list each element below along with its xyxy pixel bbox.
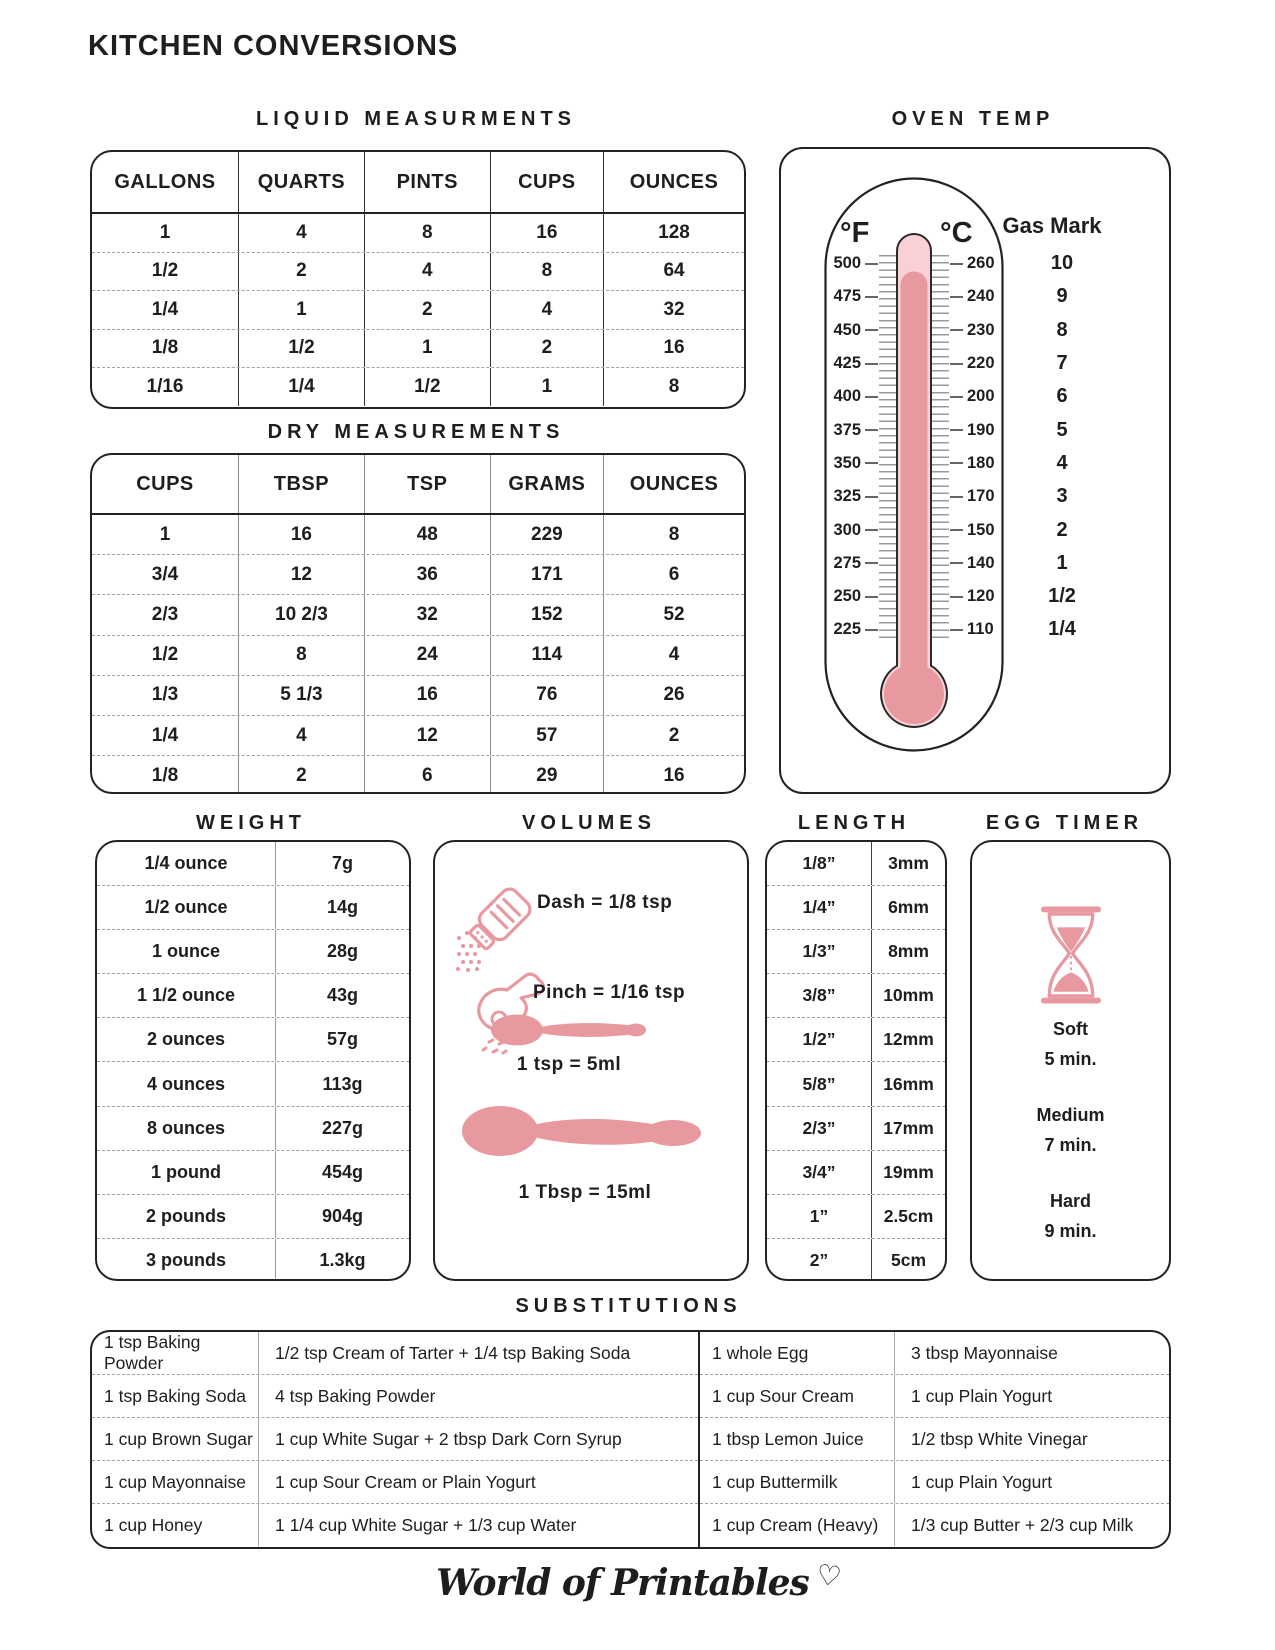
list-item: 10 [1050, 252, 1074, 275]
table-row [767, 1106, 945, 1150]
table-row [92, 594, 744, 634]
table-cell: 1 [238, 291, 364, 329]
list-item: 220 [950, 347, 1008, 380]
list-item: 3 [1056, 485, 1068, 508]
list-item: 5 [1056, 418, 1068, 441]
table-cell: 229 [490, 515, 603, 554]
table-cell: 1 [490, 368, 603, 406]
table-cell: 1/2 [238, 330, 364, 368]
length-heading: LENGTH [797, 812, 911, 834]
table-cell: 6mm [871, 886, 945, 929]
table-cell: 24 [364, 636, 490, 675]
table-cell: 1/3 cup Butter + 2/3 cup Milk [894, 1504, 1169, 1546]
list-item: 350 [824, 447, 878, 480]
egg-soft-entry [972, 1014, 1169, 1074]
table-row [92, 554, 744, 594]
list-item: 6 [1056, 385, 1068, 408]
table-cell: 8 [238, 636, 364, 675]
table-cell: 16 [603, 756, 744, 794]
table-cell: 16 [603, 330, 744, 368]
table-cell: 1/4 [238, 368, 364, 406]
table-cell: 6 [603, 555, 744, 594]
list-item: 1 [1056, 551, 1068, 574]
table-cell: 8 [490, 253, 603, 291]
table-cell: 1 cup Sour Cream or Plain Yogurt [258, 1461, 698, 1503]
table-cell: 48 [364, 515, 490, 554]
list-item: QUARTS [238, 152, 364, 212]
table-cell: 1/2 [151, 644, 179, 666]
length-body [767, 842, 945, 1281]
table-cell: 1/8 [151, 337, 179, 359]
table-cell: 128 [603, 214, 744, 252]
page-title: KITCHEN CONVERSIONS [88, 30, 459, 62]
list-item: 170 [950, 480, 1008, 513]
table-cell: 7g [275, 842, 409, 885]
table-row [767, 885, 945, 929]
egg-hard-entry [972, 1186, 1169, 1246]
table-cell: 1/16 [146, 375, 184, 397]
fahrenheit-scale [824, 247, 878, 647]
list-item: 475 [824, 280, 878, 313]
table-row [700, 1417, 1169, 1460]
teaspoon-icon [490, 1010, 648, 1055]
table-cell: 3 tbsp Mayonnaise [894, 1332, 1169, 1374]
table-cell: 4 [603, 636, 744, 675]
table-cell: 2” [809, 1249, 829, 1270]
egg-timer-heading: EGG TIMER [985, 812, 1144, 834]
table-cell: 57g [275, 1018, 409, 1061]
list-item: 180 [950, 447, 1008, 480]
table-cell: 1 [159, 221, 171, 243]
table-cell: 19mm [871, 1151, 945, 1194]
table-row [767, 1238, 945, 1281]
tablespoon-label: 1 Tbsp = 15ml [518, 1182, 652, 1203]
table-cell: 1 tsp Baking Powder [104, 1332, 201, 1373]
dry-heading: DRY MEASUREMENTS [267, 421, 565, 443]
table-row [700, 1503, 1169, 1546]
table-cell: 28g [275, 930, 409, 973]
table-cell: 43g [275, 974, 409, 1017]
table-row [97, 1061, 409, 1105]
table-cell: 1/3 [151, 684, 179, 706]
list-item: OUNCES [603, 152, 744, 212]
dry-table [90, 453, 746, 794]
table-cell: 16 [490, 214, 603, 252]
list-item: 120 [950, 580, 1008, 613]
table-cell: 12mm [871, 1018, 945, 1061]
table-row [92, 329, 744, 368]
table-cell: 16mm [871, 1062, 945, 1105]
table-row [97, 973, 409, 1017]
table-cell: 1/8” [802, 853, 836, 874]
table-cell: 1/4” [802, 897, 836, 918]
table-cell: 1 cup Honey [104, 1514, 203, 1535]
table-row [767, 929, 945, 973]
weight-heading: WEIGHT [196, 812, 306, 834]
table-cell: 171 [490, 555, 603, 594]
table-row [92, 515, 744, 554]
liquid-body [92, 214, 744, 406]
table-cell: 8 [603, 368, 744, 406]
table-cell: 1 tbsp Lemon Juice [712, 1428, 864, 1449]
weight-body [97, 842, 409, 1281]
list-item: 9 [1056, 285, 1068, 308]
list-item: 230 [950, 314, 1008, 347]
table-row [92, 214, 744, 252]
table-cell: 1 cup Buttermilk [712, 1471, 838, 1492]
table-row [92, 1503, 698, 1546]
table-cell: 12 [364, 716, 490, 755]
egg-medium-entry [972, 1100, 1169, 1160]
table-cell: 5 1/3 [238, 676, 364, 715]
list-item: 200 [950, 380, 1008, 413]
table-cell: 2 [603, 716, 744, 755]
list-item: 190 [950, 413, 1008, 446]
table-row [97, 1194, 409, 1238]
table-row [97, 842, 409, 885]
celsius-label: °C [940, 217, 973, 249]
table-row [92, 635, 744, 675]
table-cell: 1/2 tsp Cream of Tarter + 1/4 tsp Baking Soda [258, 1332, 698, 1374]
table-row [92, 715, 744, 755]
table-cell: 52 [603, 595, 744, 634]
table-cell: 1/3” [802, 941, 836, 962]
table-cell: 8mm [871, 930, 945, 973]
table-cell: 1/4 [151, 298, 179, 320]
length-table [765, 840, 947, 1281]
table-row [767, 842, 945, 885]
table-cell: 8 [364, 214, 490, 252]
list-item: 1/2 [1048, 585, 1076, 608]
substitutions-left [92, 1332, 698, 1547]
table-cell: 14g [275, 886, 409, 929]
table-cell: 2.5cm [871, 1195, 945, 1238]
table-cell: 10mm [871, 974, 945, 1017]
egg-timer-panel [970, 840, 1171, 1281]
table-cell: 2/3 [151, 603, 179, 625]
table-cell: 3mm [871, 842, 945, 885]
weight-table [95, 840, 411, 1281]
table-row [92, 1417, 698, 1460]
table-cell: 1 cup Plain Yogurt [894, 1461, 1169, 1503]
egg-hard-time: 9 min. [1044, 1221, 1097, 1241]
table-cell: 16 [238, 515, 364, 554]
substitutions-right [698, 1332, 1169, 1547]
table-row [92, 755, 744, 794]
list-item: 300 [824, 513, 878, 546]
table-row [767, 1194, 945, 1238]
table-row [97, 1017, 409, 1061]
table-cell: 454g [275, 1151, 409, 1194]
table-cell: 4 tsp Baking Powder [258, 1375, 698, 1417]
table-cell: 1/2 [364, 368, 490, 406]
table-cell: 3/4” [802, 1161, 836, 1182]
pinch-label: Pinch = 1/16 tsp [533, 982, 686, 1003]
substitutions-table [90, 1330, 1171, 1549]
table-cell: 2/3” [802, 1117, 836, 1138]
table-cell: 17mm [871, 1107, 945, 1150]
heart-icon: ♡ [814, 1557, 843, 1594]
list-item: 425 [824, 347, 878, 380]
list-item: TSP [364, 455, 490, 513]
gas-mark-heading: Gas Mark [1002, 213, 1102, 238]
table-row [92, 1374, 698, 1417]
table-row [700, 1460, 1169, 1503]
table-cell: 64 [603, 253, 744, 291]
teaspoon-label: 1 tsp = 5ml [516, 1054, 622, 1075]
table-cell: 114 [490, 636, 603, 675]
table-cell: 5cm [871, 1239, 945, 1281]
table-cell: 2 ounces [146, 1029, 226, 1050]
table-cell: 1 1/2 ounce [136, 985, 236, 1006]
table-row [97, 929, 409, 973]
list-item: 140 [950, 547, 1008, 580]
table-cell: 1 cup Brown Sugar [104, 1428, 253, 1449]
table-cell: 76 [490, 676, 603, 715]
table-cell: 1/4 ounce [144, 853, 228, 874]
list-item: 325 [824, 480, 878, 513]
table-cell: 2 [490, 330, 603, 368]
list-item: GALLONS [114, 170, 216, 193]
list-item: 4 [1056, 451, 1068, 474]
table-cell: 3/4 [151, 563, 179, 585]
brand-logo [0, 1557, 1275, 1604]
dry-header-row [92, 455, 744, 515]
table-cell: 29 [490, 756, 603, 794]
table-cell: 4 ounces [146, 1073, 226, 1094]
substitutions-heading: SUBSTITUTIONS [515, 1295, 742, 1317]
table-row [97, 1106, 409, 1150]
list-item: 260 [950, 247, 1008, 280]
fahrenheit-label: °F [840, 217, 870, 249]
table-cell: 1/2 tbsp White Vinegar [894, 1418, 1169, 1460]
table-cell: 8 ounces [146, 1117, 226, 1138]
table-row [92, 367, 744, 406]
table-cell: 4 [490, 291, 603, 329]
table-cell: 1/8 [151, 764, 179, 786]
table-cell: 1/2 [151, 260, 179, 282]
volumes-heading: VOLUMES [522, 812, 656, 834]
thermometer-ticks-right [932, 255, 949, 643]
brand-logo-text: World of Printables [436, 1562, 809, 1604]
table-cell: 2 pounds [146, 1205, 226, 1226]
table-row [767, 1150, 945, 1194]
list-item: 375 [824, 413, 878, 446]
list-item: 240 [950, 280, 1008, 313]
volumes-panel [433, 840, 749, 1281]
table-cell: 1 [364, 330, 490, 368]
table-cell: 1 [159, 523, 171, 545]
table-cell: 57 [490, 716, 603, 755]
table-cell: 1 cup Sour Cream [712, 1385, 855, 1406]
list-item: TBSP [238, 455, 364, 513]
table-cell: 10 2/3 [238, 595, 364, 634]
table-cell: 1 tsp Baking Soda [104, 1385, 247, 1406]
list-item: CUPS [136, 472, 194, 495]
list-item: 450 [824, 314, 878, 347]
egg-soft-label: Soft [1053, 1019, 1088, 1039]
table-cell: 8 [603, 515, 744, 554]
table-cell: 16 [364, 676, 490, 715]
table-cell: 1 1/4 cup White Sugar + 1/3 cup Water [258, 1504, 698, 1546]
table-row [92, 1332, 698, 1374]
table-cell: 3/8” [802, 985, 836, 1006]
list-item: 7 [1056, 352, 1068, 375]
thermometer-ticks-left [879, 255, 896, 643]
table-cell: 1 whole Egg [712, 1342, 809, 1363]
table-cell: 4 [238, 214, 364, 252]
table-cell: 36 [364, 555, 490, 594]
table-cell: 1.3kg [275, 1239, 409, 1281]
dry-body [92, 515, 744, 794]
table-cell: 152 [490, 595, 603, 634]
list-item: 275 [824, 547, 878, 580]
gas-mark-scale [997, 247, 1127, 647]
table-cell: 1 cup Mayonnaise [104, 1471, 247, 1492]
table-cell: 1 ounce [151, 941, 221, 962]
table-cell: 5/8” [802, 1073, 836, 1094]
table-cell: 113g [275, 1062, 409, 1105]
egg-soft-time: 5 min. [1044, 1049, 1097, 1069]
table-cell: 1” [809, 1205, 829, 1226]
liquid-table [90, 150, 746, 409]
list-item: OUNCES [603, 455, 744, 513]
list-item: 250 [824, 580, 878, 613]
table-cell: 6 [364, 756, 490, 794]
table-cell: 904g [275, 1195, 409, 1238]
list-item: GRAMS [490, 455, 603, 513]
table-row [97, 1238, 409, 1281]
table-row [767, 973, 945, 1017]
list-item: 2 [1056, 518, 1068, 541]
table-row [97, 1150, 409, 1194]
table-cell: 1 cup Cream (Heavy) [712, 1514, 879, 1535]
list-item: 400 [824, 380, 878, 413]
table-cell: 2 [238, 253, 364, 291]
list-item: PINTS [364, 152, 490, 212]
list-item: 225 [824, 613, 878, 646]
oven-temp-heading: OVEN TEMP [891, 108, 1055, 130]
hourglass-icon [1029, 904, 1113, 1011]
liquid-heading: LIQUID MEASURMENTS [256, 108, 576, 130]
table-row [92, 1460, 698, 1503]
table-cell: 1/4 [151, 724, 179, 746]
list-item: 8 [1056, 318, 1068, 341]
table-cell: 227g [275, 1107, 409, 1150]
table-cell: 3 pounds [146, 1249, 226, 1270]
list-item: 500 [824, 247, 878, 280]
table-cell: 1 cup White Sugar + 2 tbsp Dark Corn Syrup [258, 1418, 698, 1460]
table-cell: 1 pound [151, 1161, 221, 1182]
liquid-header-row [92, 152, 744, 214]
table-cell: 2 [238, 756, 364, 794]
table-cell: 12 [238, 555, 364, 594]
list-item: 110 [950, 613, 1008, 646]
table-row [97, 885, 409, 929]
table-row [700, 1332, 1169, 1374]
table-cell: 26 [603, 676, 744, 715]
thermometer [824, 177, 1004, 752]
table-cell: 1 cup Plain Yogurt [894, 1375, 1169, 1417]
table-cell: 32 [364, 595, 490, 634]
table-row [767, 1017, 945, 1061]
table-row [92, 290, 744, 329]
oven-temp-panel [779, 147, 1171, 794]
table-cell: 2 [364, 291, 490, 329]
list-item: CUPS [490, 152, 603, 212]
egg-medium-time: 7 min. [1044, 1135, 1097, 1155]
table-cell: 4 [364, 253, 490, 291]
table-cell: 1/2” [802, 1029, 836, 1050]
table-cell: 32 [603, 291, 744, 329]
table-row [92, 252, 744, 291]
list-item: 150 [950, 513, 1008, 546]
dash-label: Dash = 1/8 tsp [537, 892, 673, 913]
table-row [700, 1374, 1169, 1417]
table-cell: 1/2 ounce [144, 897, 228, 918]
table-row [92, 675, 744, 715]
table-row [767, 1061, 945, 1105]
tablespoon-icon [461, 1094, 705, 1173]
list-item: 1/4 [1048, 618, 1076, 641]
egg-hard-label: Hard [1049, 1191, 1091, 1211]
egg-medium-label: Medium [1036, 1105, 1105, 1125]
table-cell: 4 [238, 716, 364, 755]
